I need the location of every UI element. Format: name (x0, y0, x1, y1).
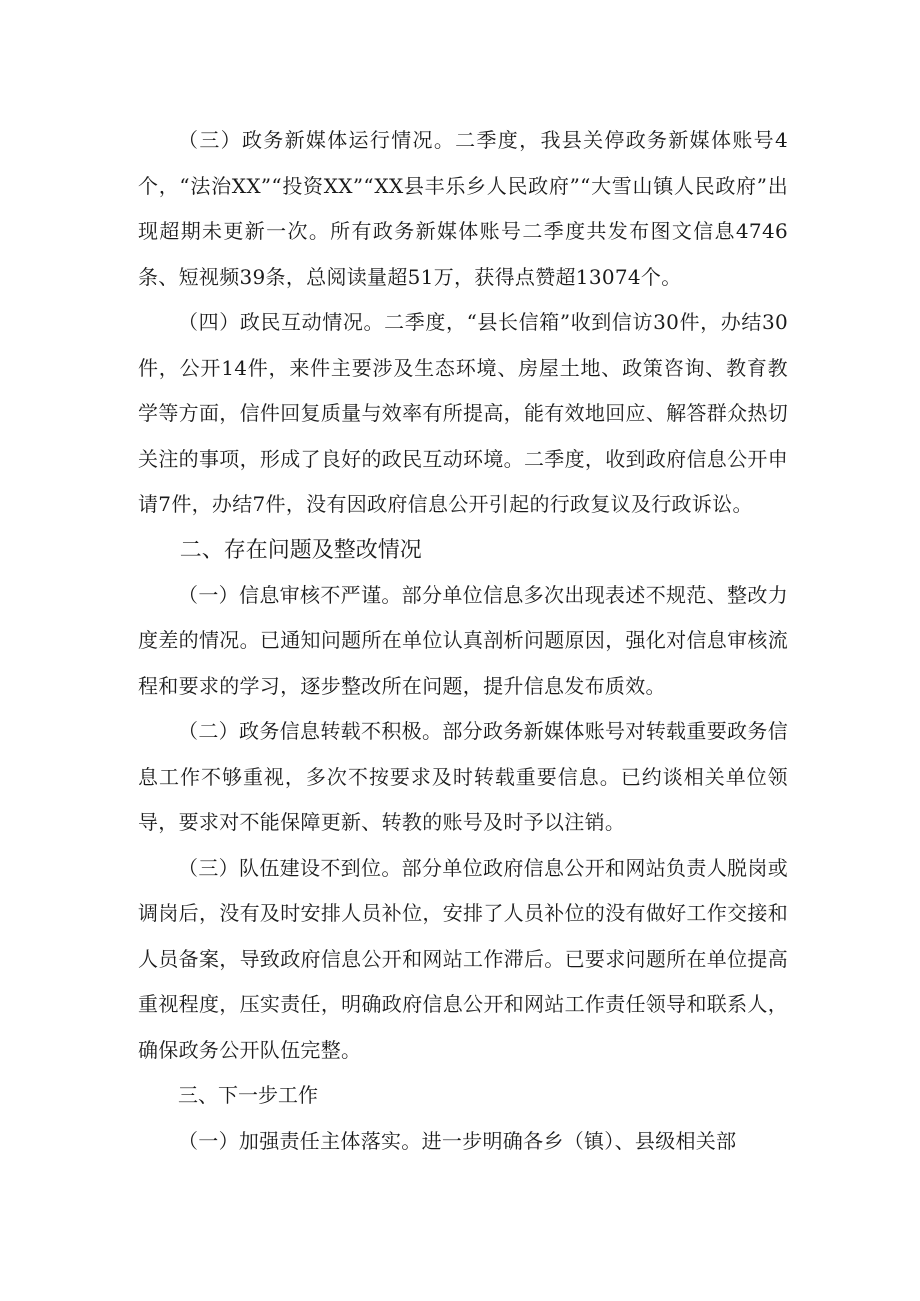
paragraph-new-media-operation: （三）政务新媒体运行情况。二季度，我县关停政务新媒体账号4个，“法治XX”“投资XX”“XX县丰乐乡人民政府”“大雪山镇人民政府”出现超期未更新一次。所有政务新媒体账号二季度共发布图文信息4746条、短视频39条，总阅读量超51万，获得点赞超13074个。 (138, 128, 788, 289)
paragraph-team-building: （三）队伍建设不到位。部分单位政府信息公开和网站负责人脱岗或调岗后，没有及时安排人员补位，安排了人员补位的没有做好工作交接和人员备案，导致政府信息公开和网站工作滞后。已要求问题所在单位提高重视程度，压实责任，明确政府信息公开和网站工作责任领导和联系人，确保政务公开队伍完整。 (138, 855, 788, 1062)
paragraph-information-reposting: （二）政务信息转载不积极。部分政务新媒体账号对转载重要政务信息工作不够重视，多次不按要求及时转载重要信息。已约谈相关单位领导，要求对不能保障更新、转教的账号及时予以注销。 (138, 719, 788, 834)
paragraph-information-review: （一）信息审核不严谨。部分单位信息多次出现表述不规范、整改力度差的情况。已通知问题所在单位认真剖析问题原因，强化对信息审核流程和要求的学习，逐步整改所在问题，提升信息发布质效。 (138, 582, 788, 698)
paragraph-government-public-interaction: （四）政民互动情况。二季度，“县长信箱”收到信访30件，办结30件，公开14件，来件主要涉及生态环境、房屋土地、政策咨询、教育教学等方面，信件回复质量与效率有所提高，能有效地回应、解答群众热切关注的事项，形成了良好的政民互动环境。二季度，收到政府信息公开申请7件，办结7件，没有因政府信息公开引起的行政复议及行政诉讼。 (138, 310, 788, 516)
document-body (138, 118, 788, 1164)
section-heading-next-steps: 三、下一步工作 (178, 1083, 318, 1107)
paragraph-responsibility: （一）加强责任主体落实。进一步明确各乡（镇）、县级相关部 (178, 1128, 737, 1153)
section-heading-problems-rectification: 二、存在问题及整改情况 (179, 537, 422, 563)
